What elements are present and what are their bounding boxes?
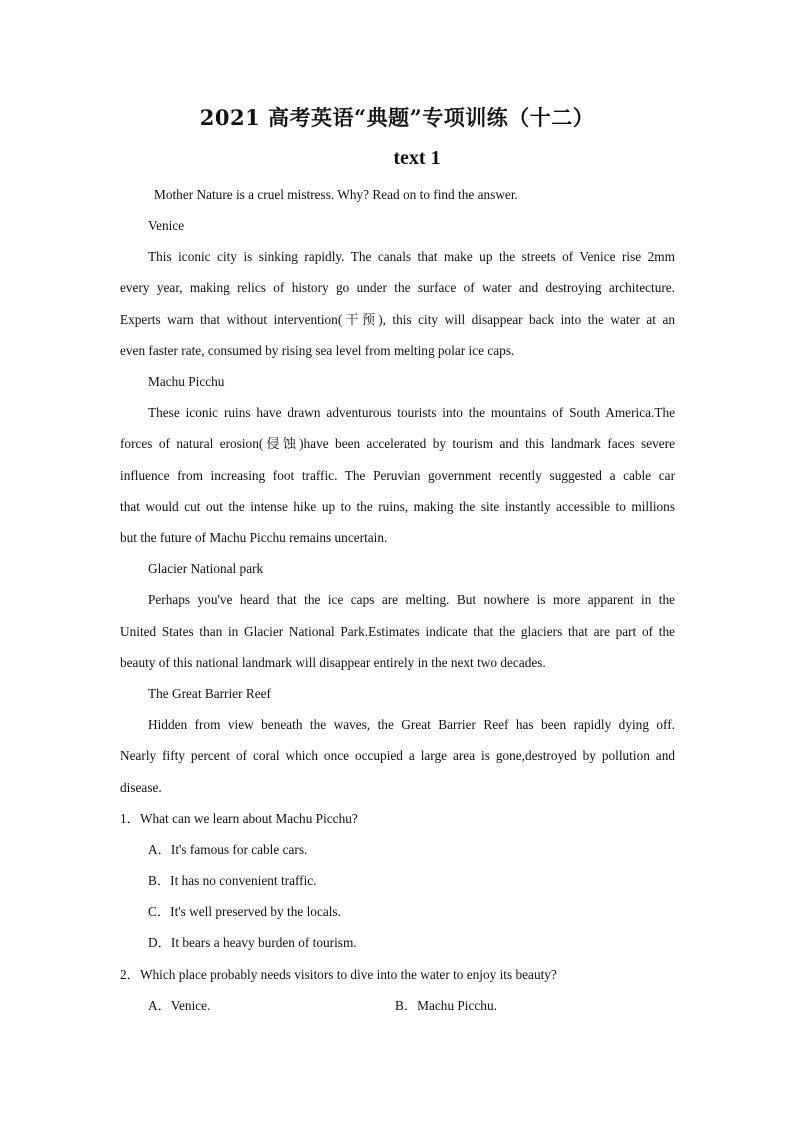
- paragraph-line: These iconic ruins have drawn adventurous tourists into the mountains of South America.The: [148, 405, 675, 420]
- paragraph-line: influence from increasing foot traffic. The Peruvian government recently suggested a cable car: [120, 468, 675, 483]
- section-heading-great-barrier-reef: The Great Barrier Reef: [148, 686, 271, 701]
- answer-option-c: C．It's well preserved by the locals.: [148, 904, 341, 919]
- paragraph-line: every year, making relics of history go under the surface of water and destroying architecture.: [120, 280, 675, 295]
- text-label: text 1: [393, 147, 441, 169]
- question-stem: 2．Which place probably needs visitors to dive into the water to enjoy its beauty?: [120, 967, 557, 982]
- answer-option-d: D．It bears a heavy burden of tourism.: [148, 935, 357, 950]
- paragraph-line: beauty of this national landmark will disappear entirely in the next two decades.: [120, 655, 546, 670]
- section-heading-venice: Venice: [148, 218, 185, 233]
- paragraph-line: forces of natural erosion(侵蚀)have been accelerated by tourism and this landmark faces severe: [120, 436, 675, 451]
- intro-paragraph: Mother Nature is a cruel mistress. Why? Read on to find the answer.: [154, 187, 518, 202]
- answer-option-a: A．Venice.: [148, 998, 211, 1013]
- paragraph-line: disease.: [120, 780, 162, 795]
- section-heading-machu-picchu: Machu Picchu: [148, 374, 225, 389]
- paragraph-line: This iconic city is sinking rapidly. The canals that make up the streets of Venice rise 2mm: [148, 249, 675, 264]
- paragraph-line: United States than in Glacier National Park.Estimates indicate that the glaciers that are part of the: [120, 624, 675, 639]
- answer-option-b: B．It has no convenient traffic.: [148, 873, 317, 888]
- paragraph-line: but the future of Machu Picchu remains uncertain.: [120, 530, 388, 545]
- paragraph-line: even faster rate, consumed by rising sea level from melting polar ice caps.: [120, 343, 515, 358]
- paragraph-line: Perhaps you've heard that the ice caps are melting. But nowhere is more apparent in the: [148, 592, 675, 607]
- question-stem: 1．What can we learn about Machu Picchu?: [120, 811, 358, 826]
- page-title: 2021 高考英语“典题”专项训练（十二）: [199, 105, 595, 130]
- paragraph-line: Experts warn that without intervention(干预), this city will disappear back into the water at an: [120, 312, 675, 327]
- paragraph-line: Hidden from view beneath the waves, the Great Barrier Reef has been rapidly dying off.: [148, 717, 675, 732]
- answer-option-b: B．Machu Picchu.: [395, 998, 497, 1013]
- section-heading-glacier: Glacier National park: [148, 561, 264, 576]
- paragraph-line: that would cut out the intense hike up to the ruins, making the site instantly accessible to millions: [120, 499, 675, 514]
- answer-option-a: A．It's famous for cable cars.: [148, 842, 308, 857]
- paragraph-line: Nearly fifty percent of coral which once occupied a large area is gone,destroyed by pollution and: [120, 748, 675, 763]
